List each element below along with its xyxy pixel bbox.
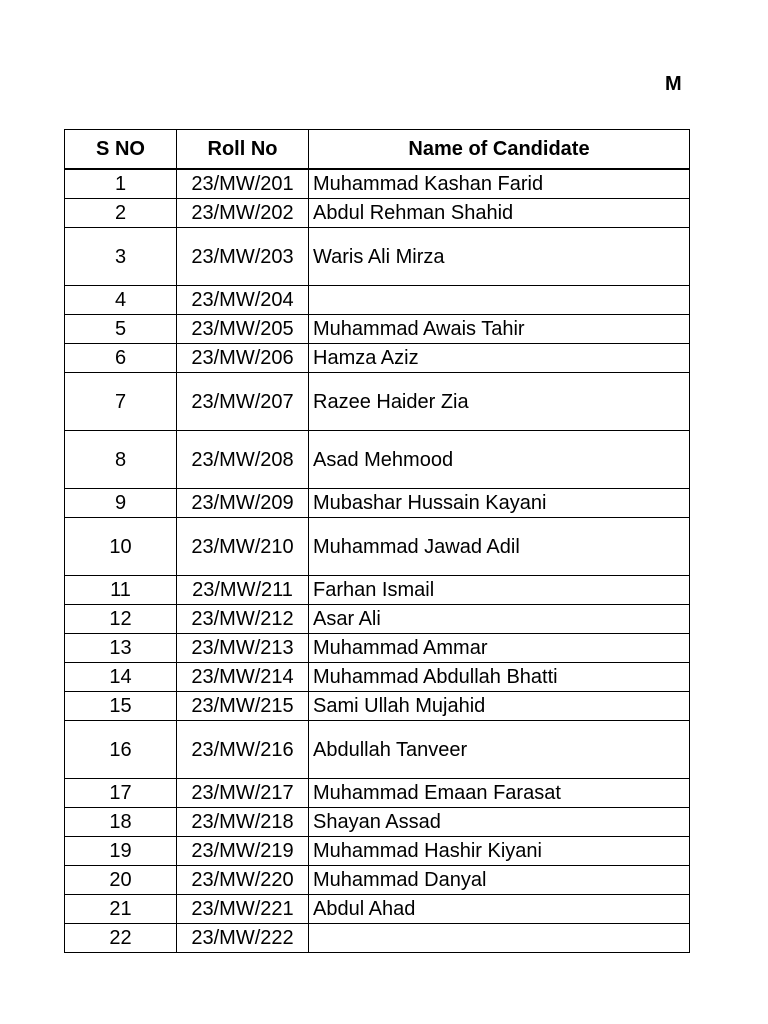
table-row [65, 315, 690, 344]
cell-candidate-name: Farhan Ismail [309, 576, 690, 605]
table-header-row [65, 130, 690, 170]
cell-roll-no: 23/MW/209 [177, 489, 309, 518]
table-row [65, 605, 690, 634]
cell-roll-no: 23/MW/220 [177, 866, 309, 895]
cell-sno: 14 [65, 663, 177, 692]
cell-sno: 11 [65, 576, 177, 605]
cell-sno: 21 [65, 895, 177, 924]
table-row [65, 373, 690, 431]
table-row [65, 169, 690, 199]
cell-roll-no: 23/MW/222 [177, 924, 309, 953]
cell-candidate-name: Muhammad Ammar [309, 634, 690, 663]
cell-candidate-name [309, 924, 690, 953]
cell-roll-no: 23/MW/210 [177, 518, 309, 576]
header-roll-no: Roll No [177, 130, 309, 170]
cell-sno: 4 [65, 286, 177, 315]
cell-roll-no: 23/MW/202 [177, 199, 309, 228]
cell-sno: 16 [65, 721, 177, 779]
header-candidate-name: Name of Candidate [309, 130, 690, 170]
table-row [65, 286, 690, 315]
cell-roll-no: 23/MW/215 [177, 692, 309, 721]
cell-roll-no: 23/MW/217 [177, 779, 309, 808]
cell-candidate-name: Asar Ali [309, 605, 690, 634]
cell-roll-no: 23/MW/211 [177, 576, 309, 605]
cell-candidate-name: Muhammad Emaan Farasat [309, 779, 690, 808]
cell-sno: 8 [65, 431, 177, 489]
cell-roll-no: 23/MW/205 [177, 315, 309, 344]
cell-sno: 10 [65, 518, 177, 576]
cell-sno: 7 [65, 373, 177, 431]
cell-candidate-name: Hamza Aziz [309, 344, 690, 373]
cell-candidate-name: Muhammad Awais Tahir [309, 315, 690, 344]
table-row [65, 808, 690, 837]
table-row [65, 228, 690, 286]
cell-sno: 6 [65, 344, 177, 373]
table-row [65, 895, 690, 924]
cell-roll-no: 23/MW/204 [177, 286, 309, 315]
cell-sno: 22 [65, 924, 177, 953]
cell-roll-no: 23/MW/214 [177, 663, 309, 692]
table-row [65, 721, 690, 779]
cell-sno: 9 [65, 489, 177, 518]
cell-sno: 15 [65, 692, 177, 721]
table-row [65, 779, 690, 808]
cell-roll-no: 23/MW/206 [177, 344, 309, 373]
cell-candidate-name: Muhammad Hashir Kiyani [309, 837, 690, 866]
cell-sno: 12 [65, 605, 177, 634]
cell-roll-no: 23/MW/208 [177, 431, 309, 489]
cell-sno: 1 [65, 169, 177, 199]
table-row [65, 489, 690, 518]
cell-sno: 13 [65, 634, 177, 663]
table-row [65, 634, 690, 663]
cell-candidate-name: Abdul Ahad [309, 895, 690, 924]
cell-roll-no: 23/MW/201 [177, 169, 309, 199]
header-sno: S NO [65, 130, 177, 170]
cell-candidate-name: Sami Ullah Mujahid [309, 692, 690, 721]
cell-sno: 17 [65, 779, 177, 808]
cell-candidate-name: Razee Haider Zia [309, 373, 690, 431]
table-row [65, 663, 690, 692]
cell-candidate-name: Shayan Assad [309, 808, 690, 837]
cell-candidate-name: Mubashar Hussain Kayani [309, 489, 690, 518]
cell-roll-no: 23/MW/203 [177, 228, 309, 286]
table-row [65, 518, 690, 576]
cell-sno: 20 [65, 866, 177, 895]
cell-candidate-name: Waris Ali Mirza [309, 228, 690, 286]
cell-sno: 19 [65, 837, 177, 866]
cell-candidate-name: Abdul Rehman Shahid [309, 199, 690, 228]
cell-sno: 3 [65, 228, 177, 286]
cell-roll-no: 23/MW/207 [177, 373, 309, 431]
page-title: M [665, 73, 682, 95]
cell-sno: 18 [65, 808, 177, 837]
table-row [65, 837, 690, 866]
table-row [65, 692, 690, 721]
cell-roll-no: 23/MW/212 [177, 605, 309, 634]
cell-candidate-name: Abdullah Tanveer [309, 721, 690, 779]
cell-candidate-name: Asad Mehmood [309, 431, 690, 489]
cell-roll-no: 23/MW/219 [177, 837, 309, 866]
candidate-table [64, 129, 690, 953]
cell-sno: 5 [65, 315, 177, 344]
cell-roll-no: 23/MW/218 [177, 808, 309, 837]
cell-candidate-name [309, 286, 690, 315]
table-row [65, 924, 690, 953]
table-row [65, 431, 690, 489]
cell-candidate-name: Muhammad Kashan Farid [309, 169, 690, 199]
cell-sno: 2 [65, 199, 177, 228]
table-row [65, 344, 690, 373]
cell-candidate-name: Muhammad Danyal [309, 866, 690, 895]
table-row [65, 199, 690, 228]
cell-roll-no: 23/MW/216 [177, 721, 309, 779]
table-row [65, 576, 690, 605]
cell-roll-no: 23/MW/213 [177, 634, 309, 663]
cell-candidate-name: Muhammad Jawad Adil [309, 518, 690, 576]
table-body [65, 169, 690, 953]
cell-candidate-name: Muhammad Abdullah Bhatti [309, 663, 690, 692]
cell-roll-no: 23/MW/221 [177, 895, 309, 924]
table-row [65, 866, 690, 895]
